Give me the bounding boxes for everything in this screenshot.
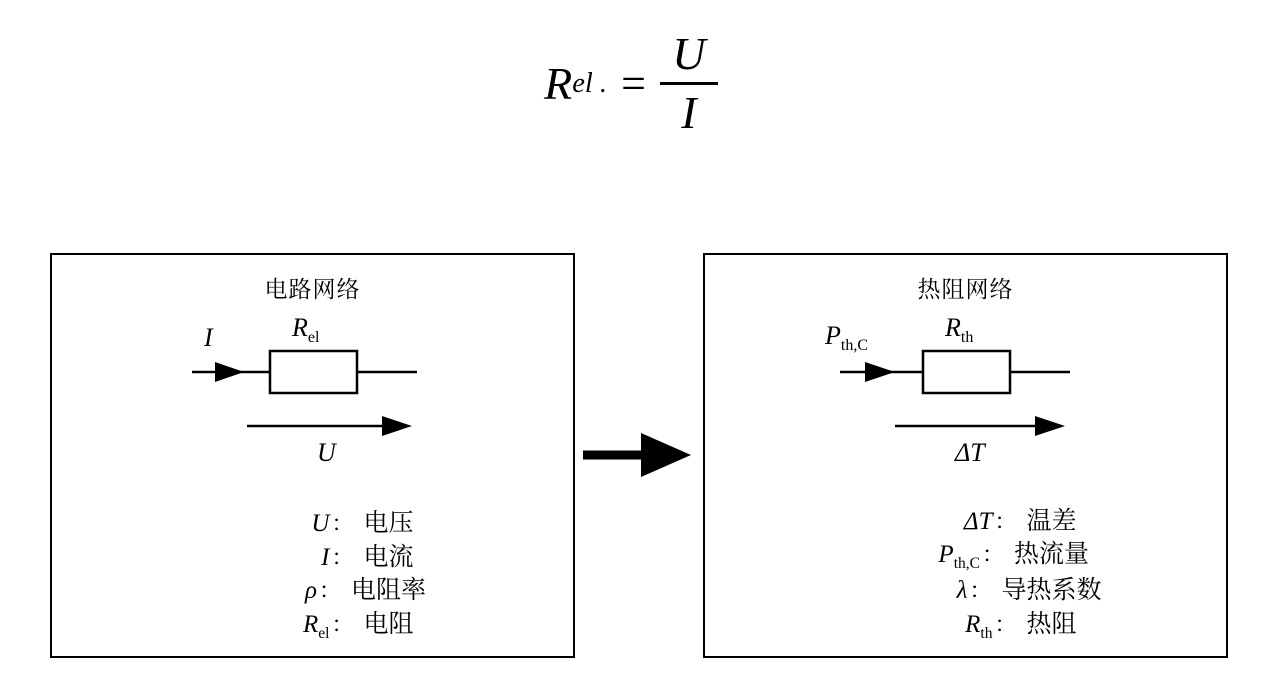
circuit-voltage-label: U (317, 438, 336, 464)
legend-colon: ： (318, 578, 341, 604)
legend-text: 热阻 (1026, 609, 1077, 638)
formula-fraction (660, 30, 718, 137)
thermal-heatflow-label: $P_{th,C}$ (825, 321, 869, 354)
right-arrow-icon (583, 425, 697, 485)
formula-lhs-subscript: el . (572, 67, 608, 99)
legend-colon: ： (994, 611, 1017, 637)
legend-text: 导热系数 (1001, 576, 1102, 605)
thermal-legend (705, 505, 1226, 644)
circuit-current-label: I (204, 323, 213, 352)
legend-item (52, 608, 573, 644)
legend-symbol: U (311, 510, 330, 538)
legend-item (705, 574, 1226, 608)
legend-symbol: ρ (304, 577, 317, 605)
legend-text: 电压 (363, 509, 414, 538)
legend-text: 温差 (1026, 506, 1077, 535)
legend-colon: ： (981, 542, 1004, 568)
legend-symbol: λ (956, 577, 968, 605)
electrical-legend (52, 507, 573, 644)
legend-symbol: $P_{th,C}$ (938, 541, 980, 573)
electrical-network-title: 电路网络 (264, 276, 361, 302)
legend-item (52, 541, 573, 575)
legend-text: 电流 (363, 542, 414, 571)
formula-equals: = (621, 59, 646, 109)
formula-denominator: I (681, 86, 697, 138)
legend-symbol: ΔT (963, 507, 993, 535)
thermal-network-panel (703, 253, 1228, 658)
legend-text: 电阻 (363, 609, 414, 638)
legend-item (705, 505, 1226, 539)
legend-colon: ： (331, 544, 354, 570)
legend-colon: ： (969, 578, 992, 604)
legend-text: 热流量 (1014, 540, 1090, 569)
legend-colon: ： (994, 508, 1017, 534)
thermal-network-title: 热阻网络 (917, 276, 1014, 302)
legend-symbol-subscript: th,C (953, 555, 980, 573)
thermal-circuit-diagram (705, 304, 1226, 464)
legend-symbol: $R_{th}$ (965, 610, 993, 642)
formula-numerator: U (672, 28, 706, 79)
electrical-circuit-diagram (52, 304, 573, 464)
legend-item (52, 507, 573, 541)
fraction-bar-icon (660, 82, 718, 85)
formula-lhs-symbol: R (544, 58, 573, 110)
legend-symbol-subscript: el (318, 624, 330, 642)
formula-expression (544, 30, 718, 137)
circuit-resistor-label: $R_{el}$ (292, 313, 320, 346)
legend-symbol: $R_{el}$ (303, 610, 330, 642)
electrical-network-panel (50, 253, 575, 658)
legend-symbol-subscript: th (980, 624, 993, 642)
legend-colon: ： (331, 511, 354, 537)
thermal-deltaT-label: ΔT (955, 438, 985, 464)
legend-item (705, 538, 1226, 574)
legend-symbol: I (321, 543, 330, 571)
legend-colon: ： (331, 611, 354, 637)
legend-text: 电阻率 (351, 576, 427, 605)
formula-block (0, 30, 1262, 137)
legend-item (52, 574, 573, 608)
thermal-resistor-label: $R_{th}$ (945, 313, 974, 346)
legend-item (705, 608, 1226, 644)
